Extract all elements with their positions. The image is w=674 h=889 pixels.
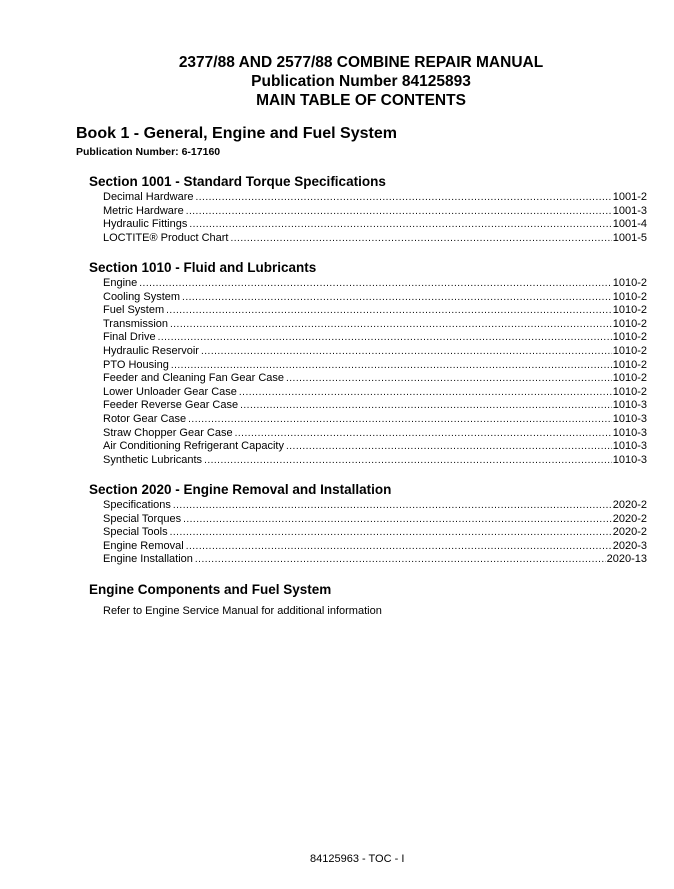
toc-entry[interactable] [103,218,647,232]
entry-page: 1010-3 [612,399,647,412]
entry-name: Special Torques [103,512,182,525]
entry-name: Hydraulic Reservoir [103,344,199,357]
entry-name: Engine [103,277,138,289]
toc-entry[interactable] [103,191,647,205]
toc-entry[interactable] [103,454,647,468]
toc-entry[interactable] [103,331,647,345]
publication-number: Publication Number 84125893 [251,73,471,90]
entry-page: 2020-3 [612,539,647,552]
section-title: Section 1001 - Standard Torque Specifications [89,174,386,189]
toc-entry[interactable] [103,499,647,513]
entry-name: LOCTITE® Product Chart [103,231,229,244]
toc-entry[interactable] [103,372,647,386]
entry-name: Engine Installation [103,553,193,566]
entry-name: Lower Unloader Gear Case [103,385,237,398]
toc-entry[interactable] [103,413,647,427]
entry-name: Metric Hardware [103,204,184,217]
section-title: Section 1010 - Fluid and Lubricants [89,260,317,275]
toc-entry[interactable] [103,386,647,400]
toc-entry[interactable] [103,291,647,305]
entry-page: 1010-3 [612,426,647,439]
entry-name: Special Tools [103,526,168,539]
entry-page: 1010-2 [612,385,647,398]
entry-name: Air Conditioning Refrigerant Capacity [103,440,284,453]
section-title: Section 2020 - Engine Removal and Installation [89,482,392,497]
entry-name: PTO Housing [103,358,169,371]
toc-heading: MAIN TABLE OF CONTENTS [256,92,466,109]
entry-name: Final Drive [103,331,156,344]
entry-page: 1010-3 [612,440,647,453]
manual-title: 2377/88 AND 2577/88 COMBINE REPAIR MANUAL [178,54,544,71]
toc-entry[interactable] [103,205,647,219]
toc-entry[interactable] [103,399,647,413]
book-title: Book 1 - General, Engine and Fuel System [76,125,397,142]
entry-page: 2020-13 [606,553,647,566]
toc-entry[interactable] [103,526,647,540]
entry-name: Rotor Gear Case [103,412,187,425]
entry-page: 2020-2 [612,512,647,525]
entry-page: 2020-2 [612,526,647,539]
entry-name: Fuel System [103,304,165,317]
toc-entry[interactable] [103,540,647,554]
toc-entry[interactable] [103,427,647,441]
toc-entry[interactable] [103,232,647,246]
entry-name: Specifications [103,499,171,511]
entry-page: 1010-2 [612,317,647,330]
entry-name: Decimal Hardware [103,191,194,203]
toc-entry[interactable] [103,513,647,527]
entry-page: 1010-3 [612,412,647,425]
entry-page: 2020-2 [612,499,647,511]
toc-entry[interactable] [103,345,647,359]
book-publication-number: Publication Number: 6-17160 [76,146,221,158]
page-footer: 84125963 - TOC - I [310,853,405,865]
section-1010 [89,260,647,467]
section-1001 [89,174,647,245]
toc-entry[interactable] [103,318,647,332]
entry-page: 1001-4 [612,218,647,231]
entry-page: 1010-2 [612,372,647,385]
entry-name: Hydraulic Fittings [103,218,188,231]
entry-name: Feeder and Cleaning Fan Gear Case [103,372,284,385]
entry-page: 1010-2 [612,331,647,344]
manual-header [0,53,674,110]
entry-page: 1010-2 [612,290,647,303]
entry-page: 1010-2 [612,304,647,317]
entry-name: Transmission [103,317,168,330]
section-title: Engine Components and Fuel System [89,582,332,597]
entry-name: Cooling System [103,290,181,303]
entry-page: 1001-5 [612,231,647,244]
toc-entry[interactable] [103,440,647,454]
toc-entry[interactable] [103,304,647,318]
entry-page: 1010-2 [612,358,647,371]
entry-page: 1010-2 [612,277,647,289]
reference-note: Refer to Engine Service Manual for additional information [103,605,382,617]
entry-name: Synthetic Lubricants [103,453,203,466]
entry-page: 1010-3 [612,453,647,466]
section-2020 [89,482,647,567]
toc-entry[interactable] [103,553,647,567]
entry-name: Straw Chopper Gear Case [103,426,233,439]
section-engine-components [89,582,647,618]
entry-name: Feeder Reverse Gear Case [103,399,239,412]
toc-entry[interactable] [103,277,647,291]
entry-page: 1001-2 [612,191,647,203]
entry-page: 1001-3 [612,204,647,217]
entry-name: Engine Removal [103,539,184,552]
toc-entry[interactable] [103,359,647,373]
entry-page: 1010-2 [612,344,647,357]
